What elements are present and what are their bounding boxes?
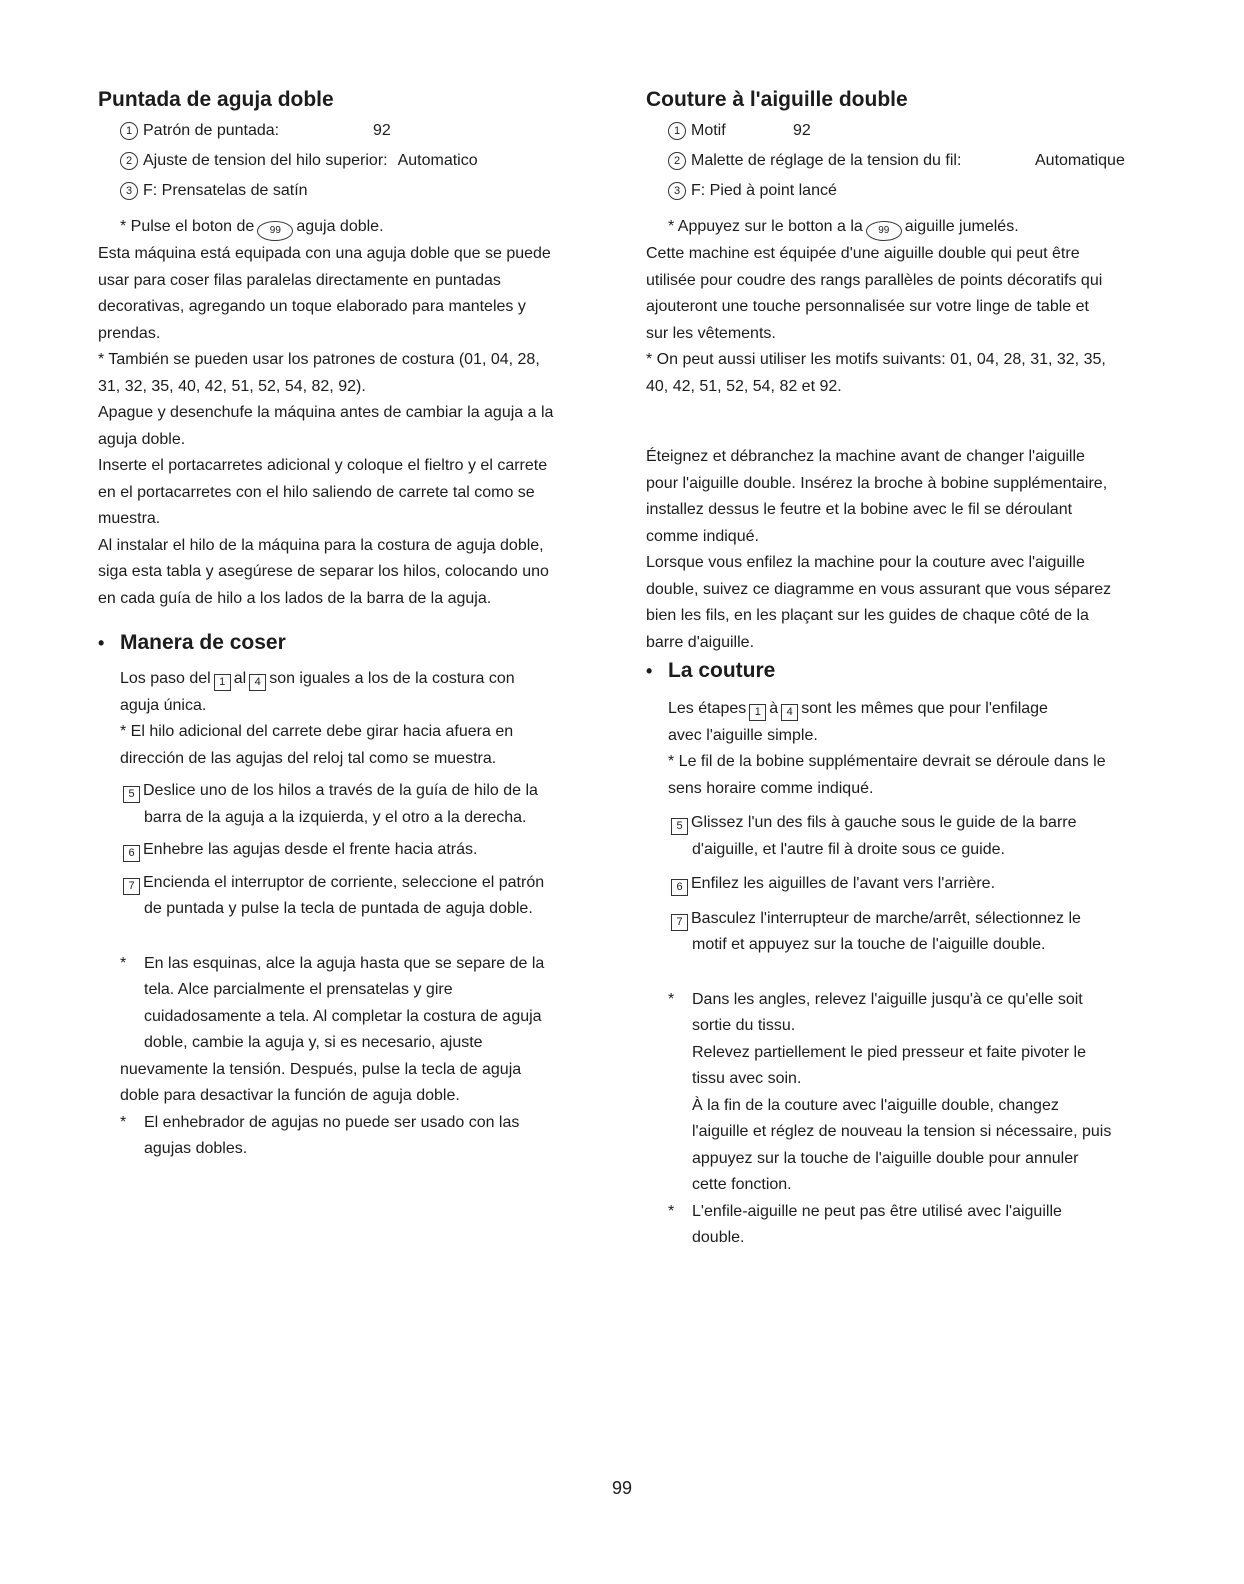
circled-number-3: 3 bbox=[120, 182, 138, 200]
spec-row: 3 F: Pied à point lancé bbox=[646, 176, 1170, 206]
step-6: 6 Enhebre las agujas desde el frente hacia atrás. bbox=[98, 837, 618, 864]
step-box-5: 5 bbox=[123, 786, 140, 803]
step-6: 6 Enfilez les aiguilles de l'avant vers l'arrière. bbox=[646, 871, 1170, 898]
page-number: 99 bbox=[611, 1478, 633, 1498]
step-box-1: 1 bbox=[214, 674, 231, 691]
thread-note: * El hilo adicional del carrete debe girar hacia afuera en bbox=[120, 723, 514, 741]
step-box-6: 6 bbox=[671, 879, 688, 896]
intro-paragraph: Cette machine est équipée d'une aiguille double qui peut être utilisée pour coudre des rangs parallèles de points décoratifs qui ajouteront une touche personnalisée sur votre linge de table et sur les vêtements. * On peut aussi utiliser les motifs suivants: 01, 04, 28, 31, 32, 35, 40, 42, 51, 52, 54, 82 et 92. bbox=[646, 245, 1106, 395]
circled-number-1: 1 bbox=[668, 122, 686, 140]
thread-note: * Le fil de la bobine supplémentaire devrait se déroule dans le bbox=[668, 753, 1106, 771]
bullet-icon: • bbox=[646, 661, 653, 682]
steps-intro: Les étapes 1 à 4 sont les mêmes que pour l'enfilage bbox=[646, 696, 1170, 723]
circled-number-2: 2 bbox=[668, 152, 686, 170]
button-note: * Appuyez sur le botton a la 99 aiguille jumelés. bbox=[646, 214, 1170, 241]
step-5: 5 Deslice uno de los hilos a través de la guía de hilo de la bbox=[98, 778, 618, 805]
step-box-7: 7 bbox=[671, 914, 688, 931]
section-title-es: Puntada de aguja doble bbox=[98, 88, 334, 111]
circled-number-3: 3 bbox=[668, 182, 686, 200]
step-box-4: 4 bbox=[249, 674, 266, 691]
step-box-6: 6 bbox=[123, 845, 140, 862]
note-corners: * En las esquinas, alce la aguja hasta que se separe de la tela. Alce parcialmente el prensatelas y gire cuidadosamente a tela. Al completar la costura de aguja doble, cambie la aguja y, si es necesario, ajuste nuevamente la tensión. Después, pulse la tecla de aguja doble para desactivar la función de aguja doble. bbox=[120, 954, 545, 1105]
spec-row: 1 Patrón de puntada: 92 bbox=[98, 116, 618, 146]
spec-row: 3 F: Prensatelas de satín bbox=[98, 176, 618, 206]
step-box-5: 5 bbox=[671, 818, 688, 835]
button-note: * Pulse el boton de 99 aguja doble. bbox=[98, 214, 618, 241]
step-box-1: 1 bbox=[749, 704, 766, 721]
step-7: 7 Basculez l'interrupteur de marche/arrêt, sélectionnez le bbox=[646, 906, 1170, 933]
circled-number-1: 1 bbox=[120, 122, 138, 140]
bullet-icon: • bbox=[98, 633, 105, 654]
note-threader: * L'enfile-aiguille ne peut pas être utilisé avec l'aiguille double. bbox=[668, 1202, 1062, 1247]
step-7: 7 Encienda el interruptor de corriente, seleccione el patrón bbox=[98, 870, 618, 897]
right-column: Couture à l'aiguille double 1 Motif 92 2 Malette de réglage de la tension du fil: Automatique 3 F: Pied à point lancé * Appuyez sur le botton a la 99 aiguille jumelés. Cette machine est équipée d'une aiguille double qui peut être utilisée pour coudre des rangs parallèles de points décoratifs qui ajouteront une touche personnalisée sur votre linge de table et sur les vêtements. * On peut aussi utiliser les motifs suivants: 01, 04, 28, 31, 32, 35, 40, 42, 51, 52, 54, 82 et 92. Éteignez et débranchez la machine avant de changer l'aiguille pour l'aiguille double. Insérez la broche à bobine supplémentaire, installez dessus le feutre et la bobine avec le fil se déroulant comme indiqué. Lorsque vous enfilez la machine pour la couture avec l'aiguille double, suivez ce diagramme en vous assurant que vous séparez bien les fils, en les plaçant sur les guides de chaque côté de la barre d'aiguille. • La couture Les étapes 1 à 4 sont les mêmes que pour l'enfilage avec l'aiguille simple. * Le fil de la bobine supplémentaire devrait se déroule dans le sens horaire comme indiqué. 5 Glissez l'un des fils à gauche sous le guide de la barre d'aiguille, et l'autre fil à droite sous ce guide. 6 Enfilez les aiguilles de l'avant vers l'arrière. 7 Basculez l'interrupteur de marche/arrêt, sélectionnez le motif et appuyez sur la touche de l'aiguille double. * Dans les angles, relevez l'aiguille jusqu'à ce qu'elle soit sortie du tissu. Relevez partiellement le pied presseur et faite pivoter le tissu avec soin. À la fin de la couture avec l'aiguille double, changez l'aiguille et réglez de nouveau la tension si nécessaire, puis appuyez sur la touche de l'aiguille double pour annuler cette fonction. * L'enfile-aiguille ne peut pas être utilisé avec l'aiguille double. bbox=[646, 84, 1170, 1252]
spec-row: 2 Ajuste de tension del hilo superior: Automatico bbox=[98, 146, 618, 176]
spec-row: 1 Motif 92 bbox=[646, 116, 1170, 146]
note-corners: * Dans les angles, relevez l'aiguille jusqu'à ce qu'elle soit sortie du tissu. Relevez partiellement le pied presseur et faite pivoter le tissu avec soin. À la fin de la couture avec l'aiguille double, changez l'aiguille et réglez de nouveau la tension si nécessaire, puis appuyez sur la touche de l'aiguille double pour annuler cette fonction. bbox=[668, 990, 1112, 1194]
left-column: Puntada de aguja doble 1 Patrón de puntada: 92 2 Ajuste de tension del hilo superior: Automatico 3 F: Prensatelas de satín * Pulse el boton de 99 aguja doble. Esta máquina está equipada con una aguja doble que se puede usar para coser filas paralelas directamente en puntadas decorativas, agregando un toque elaborado para manteles y prendas. * También se pueden usar los patrones de costura (01, 04, 28, 31, 32, 35, 40, 42, 51, 52, 54, 82, 92). Apague y desenchufe la máquina antes de cambiar la aguja a la aguja doble. Inserte el portacarretes adicional y coloque el fieltro y el carrete en el portacarretes con el hilo saliendo de carrete tal como se muestra. Al instalar el hilo de la máquina para la costura de aguja doble, siga esta tabla y asegúrese de separar los hilos, colocando uno en cada guía de hilo a los lados de la barra de la aguja. • Manera de coser Los paso del 1 al 4 son iguales a los de la costura con aguja única. * El hilo adicional del carrete debe girar hacia afuera en dirección de las agujas del reloj tal como se muestra. 5 Deslice uno de los hilos a través de la guía de hilo de la barra de la aguja a la izquierda, y el otro a la derecha. 6 Enhebre las agujas desde el frente hacia atrás. 7 Encienda el interruptor de corriente, seleccione el patrón de puntada y pulse la tecla de puntada de aguja doble. * En las esquinas, alce la aguja hasta que se separe de la tela. Alce parcialmente el prensatelas y gire cuidadosamente a tela. Al completar la costura de aguja doble, cambie la aguja y, si es necesario, ajuste nuevamente la tensión. Después, pulse la tecla de aguja doble para desactivar la función de aguja doble. * El enhebrador de agujas no puede ser usado con las agujas dobles. bbox=[98, 84, 618, 1163]
subsection-title-es: • Manera de coser bbox=[98, 628, 618, 658]
circled-number-2: 2 bbox=[120, 152, 138, 170]
step-box-7: 7 bbox=[123, 878, 140, 895]
spec-row: 2 Malette de réglage de la tension du fil: Automatique bbox=[646, 146, 1170, 176]
intro-paragraph: Esta máquina está equipada con una aguja doble que se puede usar para coser filas paralelas directamente en puntadas decorativas, agregando un toque elaborado para manteles y prendas. * También se pueden usar los patrones de costura (01, 04, 28, 31, 32, 35, 40, 42, 51, 52, 54, 82, 92). Apague y desenchufe la máquina antes de cambiar la aguja a la aguja doble. Inserte el portacarretes adicional y coloque el fieltro y el carrete en el portacarretes con el hilo saliendo de carrete tal como se muestra. Al instalar el hilo de la máquina para la costura de aguja doble, siga esta tabla y asegúrese de separar los hilos, colocando uno en cada guía de hilo a los lados de la barra de la aguja. bbox=[98, 245, 554, 607]
steps-intro: Los paso del 1 al 4 son iguales a los de la costura con bbox=[98, 666, 618, 693]
note-threader: * El enhebrador de agujas no puede ser usado con las agujas dobles. bbox=[120, 1113, 520, 1158]
subsection-title-fr: • La couture bbox=[646, 656, 1170, 686]
step-5: 5 Glissez l'un des fils à gauche sous le guide de la barre bbox=[646, 810, 1170, 837]
twin-needle-button-icon: 99 bbox=[257, 221, 293, 241]
step-box-4: 4 bbox=[781, 704, 798, 721]
twin-needle-button-icon: 99 bbox=[866, 221, 902, 241]
section-title-fr: Couture à l'aiguille double bbox=[646, 88, 908, 111]
threading-paragraph: Éteignez et débranchez la machine avant de changer l'aiguille pour l'aiguille double. Insérez la broche à bobine supplémentaire, installez dessus le feutre et la bobine avec le fil se déroulant comme indiqué. Lorsque vous enfilez la machine pour la couture avec l'aiguille double, suivez ce diagramme en vous assurant que vous séparez bien les fils, en les plaçant sur les guides de chaque côté de la barre d'aiguille. bbox=[646, 448, 1112, 651]
